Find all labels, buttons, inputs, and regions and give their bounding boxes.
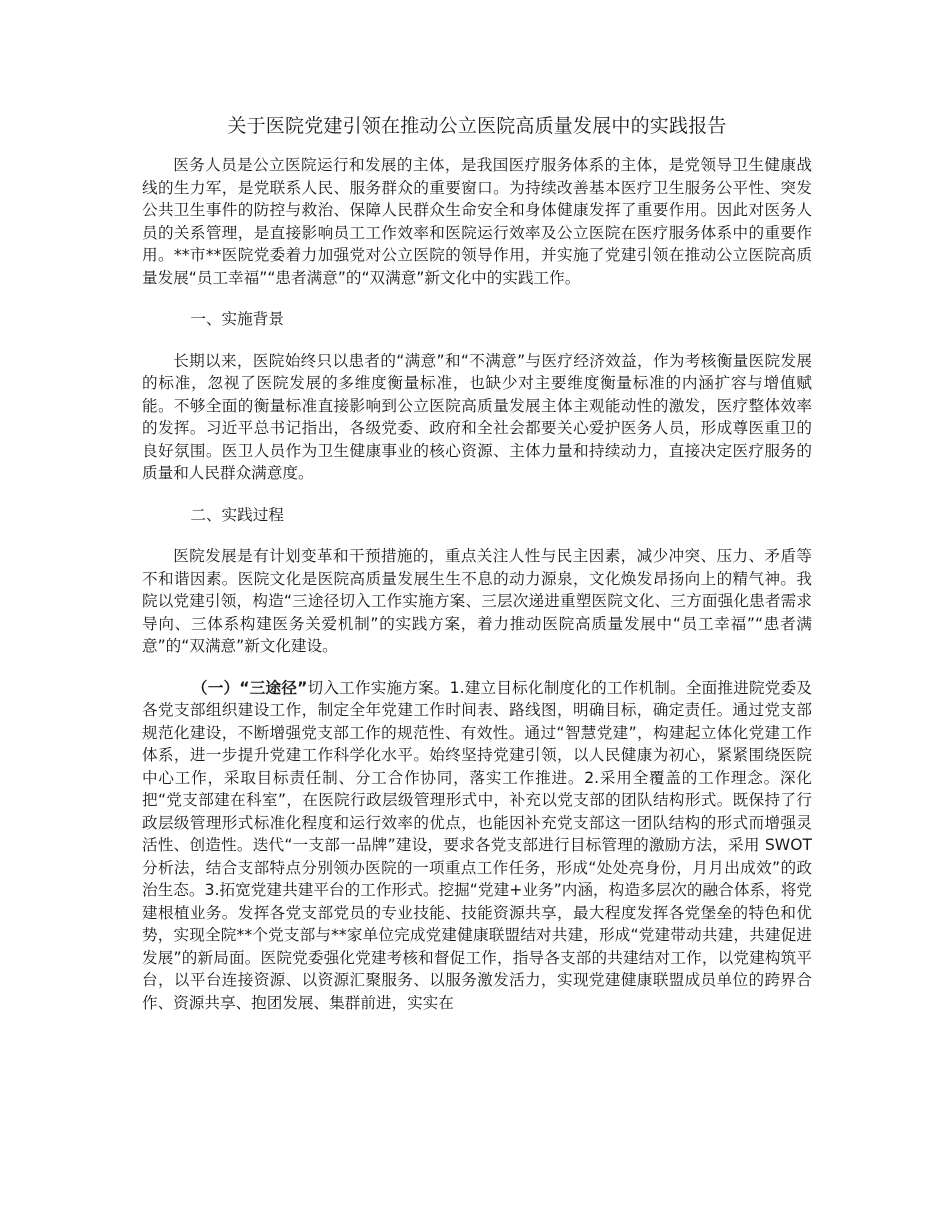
subsection-1-text: 切入工作实施方案。1.建立目标化制度化的工作机制。全面推进院党委及各党支部组织建设工作，制定全年党建工作时间表、路线图，明确目标，确定责任。通过党支部规范化建设，不断增强党支部工作的规范性、有效性。通过“智慧党建”，构建起立体化党建工作体系，进一步提升党建工作科学化水平。始终坚持党建引领，以人民健康为初心，紧紧围绕医院中心工作，采取目标责任制、分工合作协同，落实工作推进。2.采用全覆盖的工作理念。深化把“党支部建在科室”，在医院行政层级管理形式中，补充以党支部的团队结构形式。既保持了行政层级管理形式标准化程度和运行效率的优点，也能因补充党支部这一团队结构的形式而增强灵活性、创造性。迭代“一支部一品牌”建设，要求各党支部进行目标管理的激励方法，采用 SWOT 分析法，结合支部特点分别领办医院的一项重点工作任务，形成“处处亮身份，月月出成效”的政治生态。3.拓宽党建共建平台的工作形式。挖掘“党建+业务”内涵，构造多层次的融合体系，将党建根植业务。发挥各党支部党员的专业技能、技能资源共享，最大程度发挥各党堡垒的特色和优势，实现全院**个党支部与**家单位完成党建健康联盟结对共建，形成“党建带动共建，共建促进发展”的新局面。医院党委强化党建考核和督促工作，指导各支部的共建结对工作，以党建构筑平台，以平台连接资源、以资源汇聚服务、以服务激发活力，实现党建健康联盟成员单位的跨界合作、资源共享、抱团发展、集群前进，实实在 <box>142 678 812 1012</box>
intro-paragraph: 医务人员是公立医院运行和发展的主体，是我国医疗服务体系的主体，是党领导卫生健康战线的生力军，是党联系人民、服务群众的重要窗口。为持续改善基本医疗卫生服务公平性、突发公共卫生事件的防控与救治、保障人民群众生命安全和身体健康发挥了重要作用。因此对医务人员的关系管理，是直接影响员工工作效率和医院运行效率及公立医院在医疗服务体系中的重要作用。**市**医院党委着力加强党对公立医院的领导作用，并实施了党建引领在推动公立医院高质量发展“员工幸福”“患者满意”的“双满意”新文化中的实践工作。 <box>142 156 812 287</box>
section-1-heading: 一、实施背景 <box>190 310 284 328</box>
section-2-paragraph: 医院发展是有计划变革和干预措施的，重点关注人性与民主因素，减少冲突、压力、矛盾等不和谐因素。医院文化是医院高质量发展生生不息的动力源泉，文化焕发昂扬向上的精气神。我院以党建引领，构造“三途径切入工作实施方案、三层次递进重塑医院文化、三方面强化患者需求导向、三体系构建医务关爱机制”的实践方案，着力推动医院高质量发展中“员工幸福”“患者满意”的“双满意”新文化建设。 <box>142 547 812 655</box>
section-1-paragraph: 长期以来，医院始终只以患者的“满意”和“不满意”与医疗经济效益，作为考核衡量医院发展的标准，忽视了医院发展的多维度衡量标准，也缺少对主要维度衡量标准的内涵扩容与增值赋能。不够全面的衡量标准直接影响到公立医院高质量发展主体主观能动性的激发，医疗整体效率的发挥。习近平总书记指出，各级党委、政府和全社会都要关心爱护医务人员，形成尊医重卫的良好氛围。医卫人员作为卫生健康事业的核心资源、主体力量和持续动力，直接决定医疗服务的质量和人民群众满意度。 <box>142 351 812 482</box>
subsection-1-lead: （一）“三途径” <box>191 678 308 697</box>
document-title: 关于医院党建引领在推动公立医院高质量发展中的实践报告 <box>227 115 727 137</box>
subsection-1-paragraph <box>142 677 812 1015</box>
section-2-heading: 二、实践过程 <box>190 505 284 524</box>
document-page <box>142 112 812 1014</box>
